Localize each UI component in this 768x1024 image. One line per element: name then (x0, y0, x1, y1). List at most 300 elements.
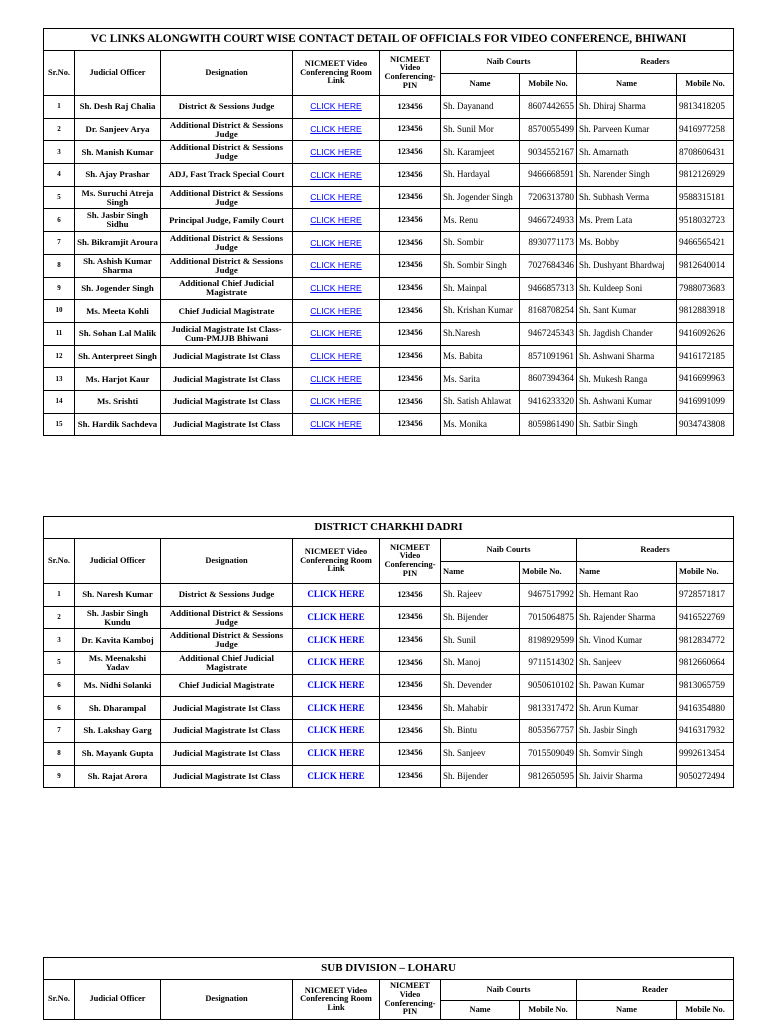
naib-court-name-cell: Sh. Mainpal (441, 277, 520, 300)
judicial-officer-cell: Sh. Manish Kumar (75, 141, 161, 164)
naib-court-mobile-cell: 8571091961 (520, 345, 577, 368)
vc-room-link-cell (293, 697, 380, 720)
click-here-link[interactable]: CLICK HERE (310, 282, 362, 293)
sr-no-cell: 6 (44, 209, 75, 232)
vc-room-link-cell (293, 164, 380, 187)
sr-no-cell: 1 (44, 584, 75, 607)
reader-mobile-cell: 9518032723 (677, 209, 734, 232)
judicial-officer-cell: Sh. Dharampal (75, 697, 161, 720)
click-here-link[interactable]: CLICK HERE (307, 589, 365, 600)
vc-pin-cell: 123456 (380, 742, 441, 765)
judicial-officer-cell: Sh. Lakshay Garg (75, 720, 161, 743)
reader-mobile-cell: 9416172185 (677, 345, 734, 368)
designation-cell: Judicial Magistrate Ist Class (161, 720, 293, 743)
naib-court-mobile-cell: 7015064875 (520, 606, 577, 629)
vc-pin-cell: 123456 (380, 697, 441, 720)
click-here-link[interactable]: CLICK HERE (307, 770, 365, 781)
reader-mobile-cell: 9813418205 (677, 96, 734, 119)
header-designation: Designation (161, 980, 293, 1020)
reader-name-cell: Ms. Bobby (577, 232, 677, 255)
table-row (44, 674, 734, 697)
vc-room-link-cell (293, 652, 380, 675)
designation-cell: ADJ, Fast Track Special Court (161, 164, 293, 187)
reader-name-cell: Sh. Rajender Sharma (577, 606, 677, 629)
table-row (44, 164, 734, 187)
vc-pin-cell: 123456 (380, 186, 441, 209)
reader-name-cell: Sh. Kuldeep Soni (577, 277, 677, 300)
sr-no-cell: 2 (44, 118, 75, 141)
vc-room-link-cell (293, 232, 380, 255)
judicial-officer-cell: Sh. Bikramjit Aroura (75, 232, 161, 255)
judicial-officer-cell: Ms. Nidhi Solanki (75, 674, 161, 697)
naib-court-name-cell: Sh. Manoj (441, 652, 520, 675)
vc-pin-cell: 123456 (380, 322, 441, 345)
reader-name-cell: Sh. Ashwani Sharma (577, 345, 677, 368)
judicial-officer-cell: Sh. Anterpreet Singh (75, 345, 161, 368)
click-here-link[interactable]: CLICK HERE (310, 260, 362, 271)
header-reader-name: Name (577, 1001, 677, 1020)
naib-court-name-cell: Sh. Sunil (441, 629, 520, 652)
click-here-link[interactable]: CLICK HERE (307, 725, 365, 736)
naib-court-name-cell: Sh. Sombir (441, 232, 520, 255)
judicial-officer-cell: Sh. Hardik Sachdeva (75, 413, 161, 436)
reader-mobile-cell: 9416354880 (677, 697, 734, 720)
reader-mobile-cell: 9466565421 (677, 232, 734, 255)
loharu-contact-table (43, 957, 734, 1020)
click-here-link[interactable]: CLICK HERE (310, 373, 362, 384)
naib-court-name-cell: Sh. Krishan Kumar (441, 300, 520, 323)
click-here-link[interactable]: CLICK HERE (310, 328, 362, 339)
charkhi-dadri-contact-table (43, 516, 734, 788)
naib-court-mobile-cell: 9466857313 (520, 277, 577, 300)
sr-no-cell: 7 (44, 232, 75, 255)
designation-cell: Additional District & Sessions Judge (161, 629, 293, 652)
naib-court-name-cell: Sh.Naresh (441, 322, 520, 345)
vc-room-link-cell (293, 584, 380, 607)
table-body (44, 584, 734, 788)
naib-court-name-cell: Ms. Renu (441, 209, 520, 232)
naib-court-mobile-cell: 8059861490 (520, 413, 577, 436)
header-sr-no: Sr.No. (44, 980, 75, 1020)
table-row (44, 390, 734, 413)
reader-name-cell: Sh. Narender Singh (577, 164, 677, 187)
naib-court-mobile-cell: 9467517992 (520, 584, 577, 607)
vc-room-link-cell (293, 277, 380, 300)
header-reader-mobile: Mobile No. (677, 1001, 734, 1020)
naib-court-mobile-cell: 9711514302 (520, 652, 577, 675)
title-row (44, 29, 734, 51)
sr-no-cell: 3 (44, 629, 75, 652)
vc-room-link-cell (293, 345, 380, 368)
table-row (44, 368, 734, 391)
reader-name-cell: Sh. Subhash Verma (577, 186, 677, 209)
naib-court-mobile-cell: 8570055499 (520, 118, 577, 141)
table-row (44, 606, 734, 629)
reader-mobile-cell: 9034743808 (677, 413, 734, 436)
table-row (44, 584, 734, 607)
designation-cell: Principal Judge, Family Court (161, 209, 293, 232)
table-row (44, 697, 734, 720)
reader-name-cell: Sh. Sanjeev (577, 652, 677, 675)
naib-court-name-cell: Sh. Rajeev (441, 584, 520, 607)
header-reader: Reader (577, 980, 734, 1001)
click-here-link[interactable]: CLICK HERE (307, 634, 365, 645)
click-here-link[interactable]: CLICK HERE (307, 748, 365, 759)
naib-court-name-cell: Sh. Bijender (441, 765, 520, 788)
reader-mobile-cell: 9588315181 (677, 186, 734, 209)
naib-court-mobile-cell: 9467245343 (520, 322, 577, 345)
header-vc-room-link: NICMEET Video Conferencing Room Link (293, 539, 380, 584)
click-here-link[interactable]: CLICK HERE (310, 419, 362, 430)
designation-cell: District & Sessions Judge (161, 584, 293, 607)
naib-court-name-cell: Sh. Bintu (441, 720, 520, 743)
header-row (44, 51, 734, 74)
vc-pin-cell: 123456 (380, 368, 441, 391)
table-row (44, 186, 734, 209)
vc-pin-cell: 123456 (380, 277, 441, 300)
reader-mobile-cell: 9812660664 (677, 652, 734, 675)
sr-no-cell: 5 (44, 652, 75, 675)
bhiwani-contact-table (43, 28, 734, 436)
sr-no-cell: 3 (44, 141, 75, 164)
table-row (44, 629, 734, 652)
sr-no-cell: 6 (44, 674, 75, 697)
sr-no-cell: 10 (44, 300, 75, 323)
judicial-officer-cell: Sh. Mayank Gupta (75, 742, 161, 765)
click-here-link[interactable]: CLICK HERE (307, 680, 365, 690)
judicial-officer-cell: Sh. Naresh Kumar (75, 584, 161, 607)
vc-pin-cell: 123456 (380, 629, 441, 652)
click-here-link[interactable]: CLICK HERE (310, 101, 362, 112)
sr-no-cell: 8 (44, 254, 75, 277)
designation-cell: Judicial Magistrate Ist Class (161, 345, 293, 368)
reader-mobile-cell: 9813065759 (677, 674, 734, 697)
sr-no-cell: 9 (44, 765, 75, 788)
header-vc-pin: NICMEET Video Conferencing-PIN (380, 539, 441, 584)
reader-mobile-cell: 9416317932 (677, 720, 734, 743)
vc-room-link-cell (293, 141, 380, 164)
vc-pin-cell: 123456 (380, 584, 441, 607)
vc-pin-cell: 123456 (380, 720, 441, 743)
naib-court-mobile-cell: 7015509049 (520, 742, 577, 765)
naib-court-name-cell: Sh. Hardayal (441, 164, 520, 187)
naib-court-mobile-cell: 9812650595 (520, 765, 577, 788)
vc-room-link-cell (293, 390, 380, 413)
reader-name-cell: Sh. Somvir Singh (577, 742, 677, 765)
reader-name-cell: Sh. Parveen Kumar (577, 118, 677, 141)
table-header (44, 517, 734, 584)
naib-court-mobile-cell: 8198929599 (520, 629, 577, 652)
table-body (44, 96, 734, 436)
header-reader-mobile: Mobile No. (677, 74, 734, 96)
naib-court-mobile-cell: 9466724933 (520, 209, 577, 232)
table-title: DISTRICT CHARKHI DADRI (44, 517, 734, 539)
table-row (44, 413, 734, 436)
designation-cell: Additional District & Sessions Judge (161, 186, 293, 209)
header-judicial-officer: Judicial Officer (75, 980, 161, 1020)
table-row (44, 322, 734, 345)
table-header (44, 29, 734, 96)
click-here-link[interactable]: CLICK HERE (310, 351, 362, 362)
reader-mobile-cell: 9812640014 (677, 254, 734, 277)
judicial-officer-cell: Ms. Meeta Kohli (75, 300, 161, 323)
click-here-link[interactable]: CLICK HERE (307, 611, 365, 622)
table-row (44, 652, 734, 675)
naib-court-mobile-cell: 7027684346 (520, 254, 577, 277)
sr-no-cell: 9 (44, 277, 75, 300)
click-here-link[interactable]: CLICK HERE (310, 146, 362, 157)
naib-court-mobile-cell: 8053567757 (520, 720, 577, 743)
reader-mobile-cell: 9416699963 (677, 368, 734, 391)
table-row (44, 277, 734, 300)
naib-court-name-cell: Sh. Devender (441, 674, 520, 697)
click-here-link[interactable]: CLICK HERE (310, 237, 362, 248)
vc-pin-cell: 123456 (380, 254, 441, 277)
reader-name-cell: Sh. Dushyant Bhardwaj (577, 254, 677, 277)
click-here-link[interactable]: CLICK HERE (310, 214, 362, 225)
title-row (44, 517, 734, 539)
naib-court-name-cell: Sh. Sanjeev (441, 742, 520, 765)
judicial-officer-cell: Ms. Harjot Kaur (75, 368, 161, 391)
reader-mobile-cell: 9416092626 (677, 322, 734, 345)
judicial-officer-cell: Ms. Suruchi Atreja Singh (75, 186, 161, 209)
table-title: SUB DIVISION – LOHARU (44, 958, 734, 980)
judicial-officer-cell: Dr. Sanjeev Arya (75, 118, 161, 141)
naib-court-mobile-cell: 9416233320 (520, 390, 577, 413)
judicial-officer-cell: Sh. Desh Raj Chalia (75, 96, 161, 119)
header-reader-name: Name (577, 562, 677, 584)
header-vc-room-link: NICMEET Video Conferencing Room Link (293, 980, 380, 1020)
designation-cell: Additional District & Sessions Judge (161, 254, 293, 277)
table-row (44, 96, 734, 119)
naib-court-mobile-cell: 8607442655 (520, 96, 577, 119)
naib-court-mobile-cell: 8930771173 (520, 232, 577, 255)
naib-court-name-cell: Sh. Bijender (441, 606, 520, 629)
table-row (44, 232, 734, 255)
naib-court-name-cell: Sh. Dayanand (441, 96, 520, 119)
naib-court-name-cell: Sh. Sunil Mor (441, 118, 520, 141)
header-sr-no: Sr.No. (44, 539, 75, 584)
reader-name-cell: Ms. Prem Lata (577, 209, 677, 232)
sr-no-cell: 6 (44, 697, 75, 720)
vc-pin-cell: 123456 (380, 606, 441, 629)
vc-room-link-cell (293, 254, 380, 277)
judicial-officer-cell: Sh. Ajay Prashar (75, 164, 161, 187)
vc-pin-cell: 123456 (380, 118, 441, 141)
naib-court-name-cell: Ms. Sarita (441, 368, 520, 391)
designation-cell: District & Sessions Judge (161, 96, 293, 119)
header-vc-pin: NICMEET Video Conferencing-PIN (380, 51, 441, 96)
header-readers: Readers (577, 51, 734, 74)
table-row (44, 300, 734, 323)
table-title: VC LINKS ALONGWITH COURT WISE CONTACT DETAIL OF OFFICIALS FOR VIDEO CONFERENCE, BHIWANI (44, 29, 734, 51)
reader-name-cell: Sh. Jaivir Sharma (577, 765, 677, 788)
judicial-officer-cell: Sh. Jasbir Singh Sidhu (75, 209, 161, 232)
designation-cell: Additional Chief Judicial Magistrate (161, 277, 293, 300)
click-here-link[interactable]: CLICK HERE (310, 305, 362, 316)
vc-pin-cell: 123456 (380, 300, 441, 323)
header-naib-mobile: Mobile No. (520, 1001, 577, 1020)
header-naib-courts: Naib Courts (441, 539, 577, 562)
naib-court-name-cell: Sh. Sombir Singh (441, 254, 520, 277)
reader-name-cell: Sh. Jagdish Chander (577, 322, 677, 345)
naib-court-name-cell: Sh. Satish Ahlawat (441, 390, 520, 413)
header-naib-courts: Naib Courts (441, 980, 577, 1001)
reader-name-cell: Sh. Dhiraj Sharma (577, 96, 677, 119)
designation-cell: Judicial Magistrate Ist Class (161, 368, 293, 391)
click-here-link[interactable]: CLICK HERE (310, 192, 362, 203)
naib-court-mobile-cell: 7206313780 (520, 186, 577, 209)
vc-room-link-cell (293, 720, 380, 743)
vc-pin-cell: 123456 (380, 674, 441, 697)
designation-cell: Additional District & Sessions Judge (161, 141, 293, 164)
naib-court-name-cell: Sh. Karamjeet (441, 141, 520, 164)
header-readers: Readers (577, 539, 734, 562)
header-naib-courts: Naib Courts (441, 51, 577, 74)
sr-no-cell: 12 (44, 345, 75, 368)
judicial-officer-cell: Sh. Jogender Singh (75, 277, 161, 300)
judicial-officer-cell: Ms. Srishti (75, 390, 161, 413)
table-row (44, 720, 734, 743)
vc-room-link-cell (293, 765, 380, 788)
vc-pin-cell: 123456 (380, 232, 441, 255)
designation-cell: Additional District & Sessions Judge (161, 232, 293, 255)
vc-room-link-cell (293, 368, 380, 391)
reader-mobile-cell: 9992613454 (677, 742, 734, 765)
judicial-officer-cell: Sh. Jasbir Singh Kundu (75, 606, 161, 629)
naib-court-name-cell: Sh. Jogender Singh (441, 186, 520, 209)
vc-room-link-cell (293, 322, 380, 345)
sr-no-cell: 13 (44, 368, 75, 391)
table-row (44, 118, 734, 141)
reader-mobile-cell: 9812834772 (677, 629, 734, 652)
header-reader-mobile: Mobile No. (677, 562, 734, 584)
click-here-link[interactable]: CLICK HERE (310, 396, 362, 407)
header-designation: Designation (161, 51, 293, 96)
reader-mobile-cell: 9416977258 (677, 118, 734, 141)
sr-no-cell: 2 (44, 606, 75, 629)
designation-cell: Chief Judicial Magistrate (161, 674, 293, 697)
table-row (44, 345, 734, 368)
reader-name-cell: Sh. Mukesh Ranga (577, 368, 677, 391)
vc-room-link-cell (293, 742, 380, 765)
designation-cell: Judicial Magistrate Ist Class (161, 742, 293, 765)
naib-court-mobile-cell: 9050610102 (520, 674, 577, 697)
sr-no-cell: 8 (44, 742, 75, 765)
vc-room-link-cell (293, 300, 380, 323)
judicial-officer-cell: Ms. Meenakshi Yadav (75, 652, 161, 675)
table-row (44, 765, 734, 788)
table-row (44, 742, 734, 765)
header-naib-name: Name (441, 1001, 520, 1020)
designation-cell: Judicial Magistrate Ist Class-Cum-PMJJB Bhiwani (161, 322, 293, 345)
vc-room-link-cell (293, 413, 380, 436)
header-vc-room-link: NICMEET Video Conferencing Room Link (293, 51, 380, 96)
reader-mobile-cell: 9812883918 (677, 300, 734, 323)
header-judicial-officer: Judicial Officer (75, 539, 161, 584)
table-row (44, 141, 734, 164)
table-row (44, 254, 734, 277)
reader-mobile-cell: 9050272494 (677, 765, 734, 788)
vc-pin-cell: 123456 (380, 765, 441, 788)
designation-cell: Additional Chief Judicial Magistrate (161, 652, 293, 675)
header-naib-name: Name (441, 562, 520, 584)
designation-cell: Judicial Magistrate Ist Class (161, 765, 293, 788)
reader-mobile-cell: 9812126929 (677, 164, 734, 187)
header-naib-name: Name (441, 74, 520, 96)
reader-name-cell: Sh. Hemant Rao (577, 584, 677, 607)
vc-pin-cell: 123456 (380, 390, 441, 413)
reader-mobile-cell: 8708606431 (677, 141, 734, 164)
header-judicial-officer: Judicial Officer (75, 51, 161, 96)
header-naib-mobile: Mobile No. (520, 562, 577, 584)
designation-cell: Additional District & Sessions Judge (161, 606, 293, 629)
judicial-officer-cell: Sh. Sohan Lal Malik (75, 322, 161, 345)
vc-room-link-cell (293, 629, 380, 652)
header-row (44, 980, 734, 1001)
header-sr-no: Sr.No. (44, 51, 75, 96)
click-here-link[interactable]: CLICK HERE (310, 124, 362, 135)
reader-mobile-cell: 7988073683 (677, 277, 734, 300)
sr-no-cell: 4 (44, 164, 75, 187)
title-row (44, 958, 734, 980)
vc-pin-cell: 123456 (380, 345, 441, 368)
reader-name-cell: Sh. Arun Kumar (577, 697, 677, 720)
designation-cell: Additional District & Sessions Judge (161, 118, 293, 141)
sr-no-cell: 11 (44, 322, 75, 345)
naib-court-name-cell: Ms. Monika (441, 413, 520, 436)
header-row (44, 539, 734, 562)
sr-no-cell: 14 (44, 390, 75, 413)
vc-room-link-cell (293, 118, 380, 141)
sr-no-cell: 5 (44, 186, 75, 209)
reader-name-cell: Sh. Ashwani Kumar (577, 390, 677, 413)
vc-room-link-cell (293, 209, 380, 232)
vc-pin-cell: 123456 (380, 413, 441, 436)
vc-pin-cell: 123456 (380, 164, 441, 187)
header-naib-mobile: Mobile No. (520, 74, 577, 96)
designation-cell: Judicial Magistrate Ist Class (161, 697, 293, 720)
header-reader-name: Name (577, 74, 677, 96)
reader-name-cell: Sh. Pawan Kumar (577, 674, 677, 697)
reader-mobile-cell: 9416991099 (677, 390, 734, 413)
reader-name-cell: Sh. Amarnath (577, 141, 677, 164)
designation-cell: Judicial Magistrate Ist Class (161, 413, 293, 436)
click-here-link[interactable]: CLICK HERE (310, 169, 362, 180)
header-designation: Designation (161, 539, 293, 584)
reader-mobile-cell: 9728571817 (677, 584, 734, 607)
designation-cell: Judicial Magistrate Ist Class (161, 390, 293, 413)
sr-no-cell: 1 (44, 96, 75, 119)
naib-court-mobile-cell: 9466668591 (520, 164, 577, 187)
header-vc-pin: NICMEET Video Conferencing-PIN (380, 980, 441, 1020)
naib-court-name-cell: Sh. Mahabir (441, 697, 520, 720)
naib-court-mobile-cell: 8607394364 (520, 368, 577, 391)
vc-room-link-cell (293, 606, 380, 629)
naib-court-mobile-cell: 9034552167 (520, 141, 577, 164)
click-here-link[interactable]: CLICK HERE (307, 702, 365, 713)
click-here-link[interactable]: CLICK HERE (307, 657, 365, 668)
naib-court-mobile-cell: 9813317472 (520, 697, 577, 720)
vc-pin-cell: 123456 (380, 141, 441, 164)
reader-name-cell: Sh. Jasbir Singh (577, 720, 677, 743)
sr-no-cell: 7 (44, 720, 75, 743)
naib-court-name-cell: Ms. Babita (441, 345, 520, 368)
reader-mobile-cell: 9416522769 (677, 606, 734, 629)
reader-name-cell: Sh. Vinod Kumar (577, 629, 677, 652)
table-row (44, 209, 734, 232)
vc-pin-cell: 123456 (380, 96, 441, 119)
